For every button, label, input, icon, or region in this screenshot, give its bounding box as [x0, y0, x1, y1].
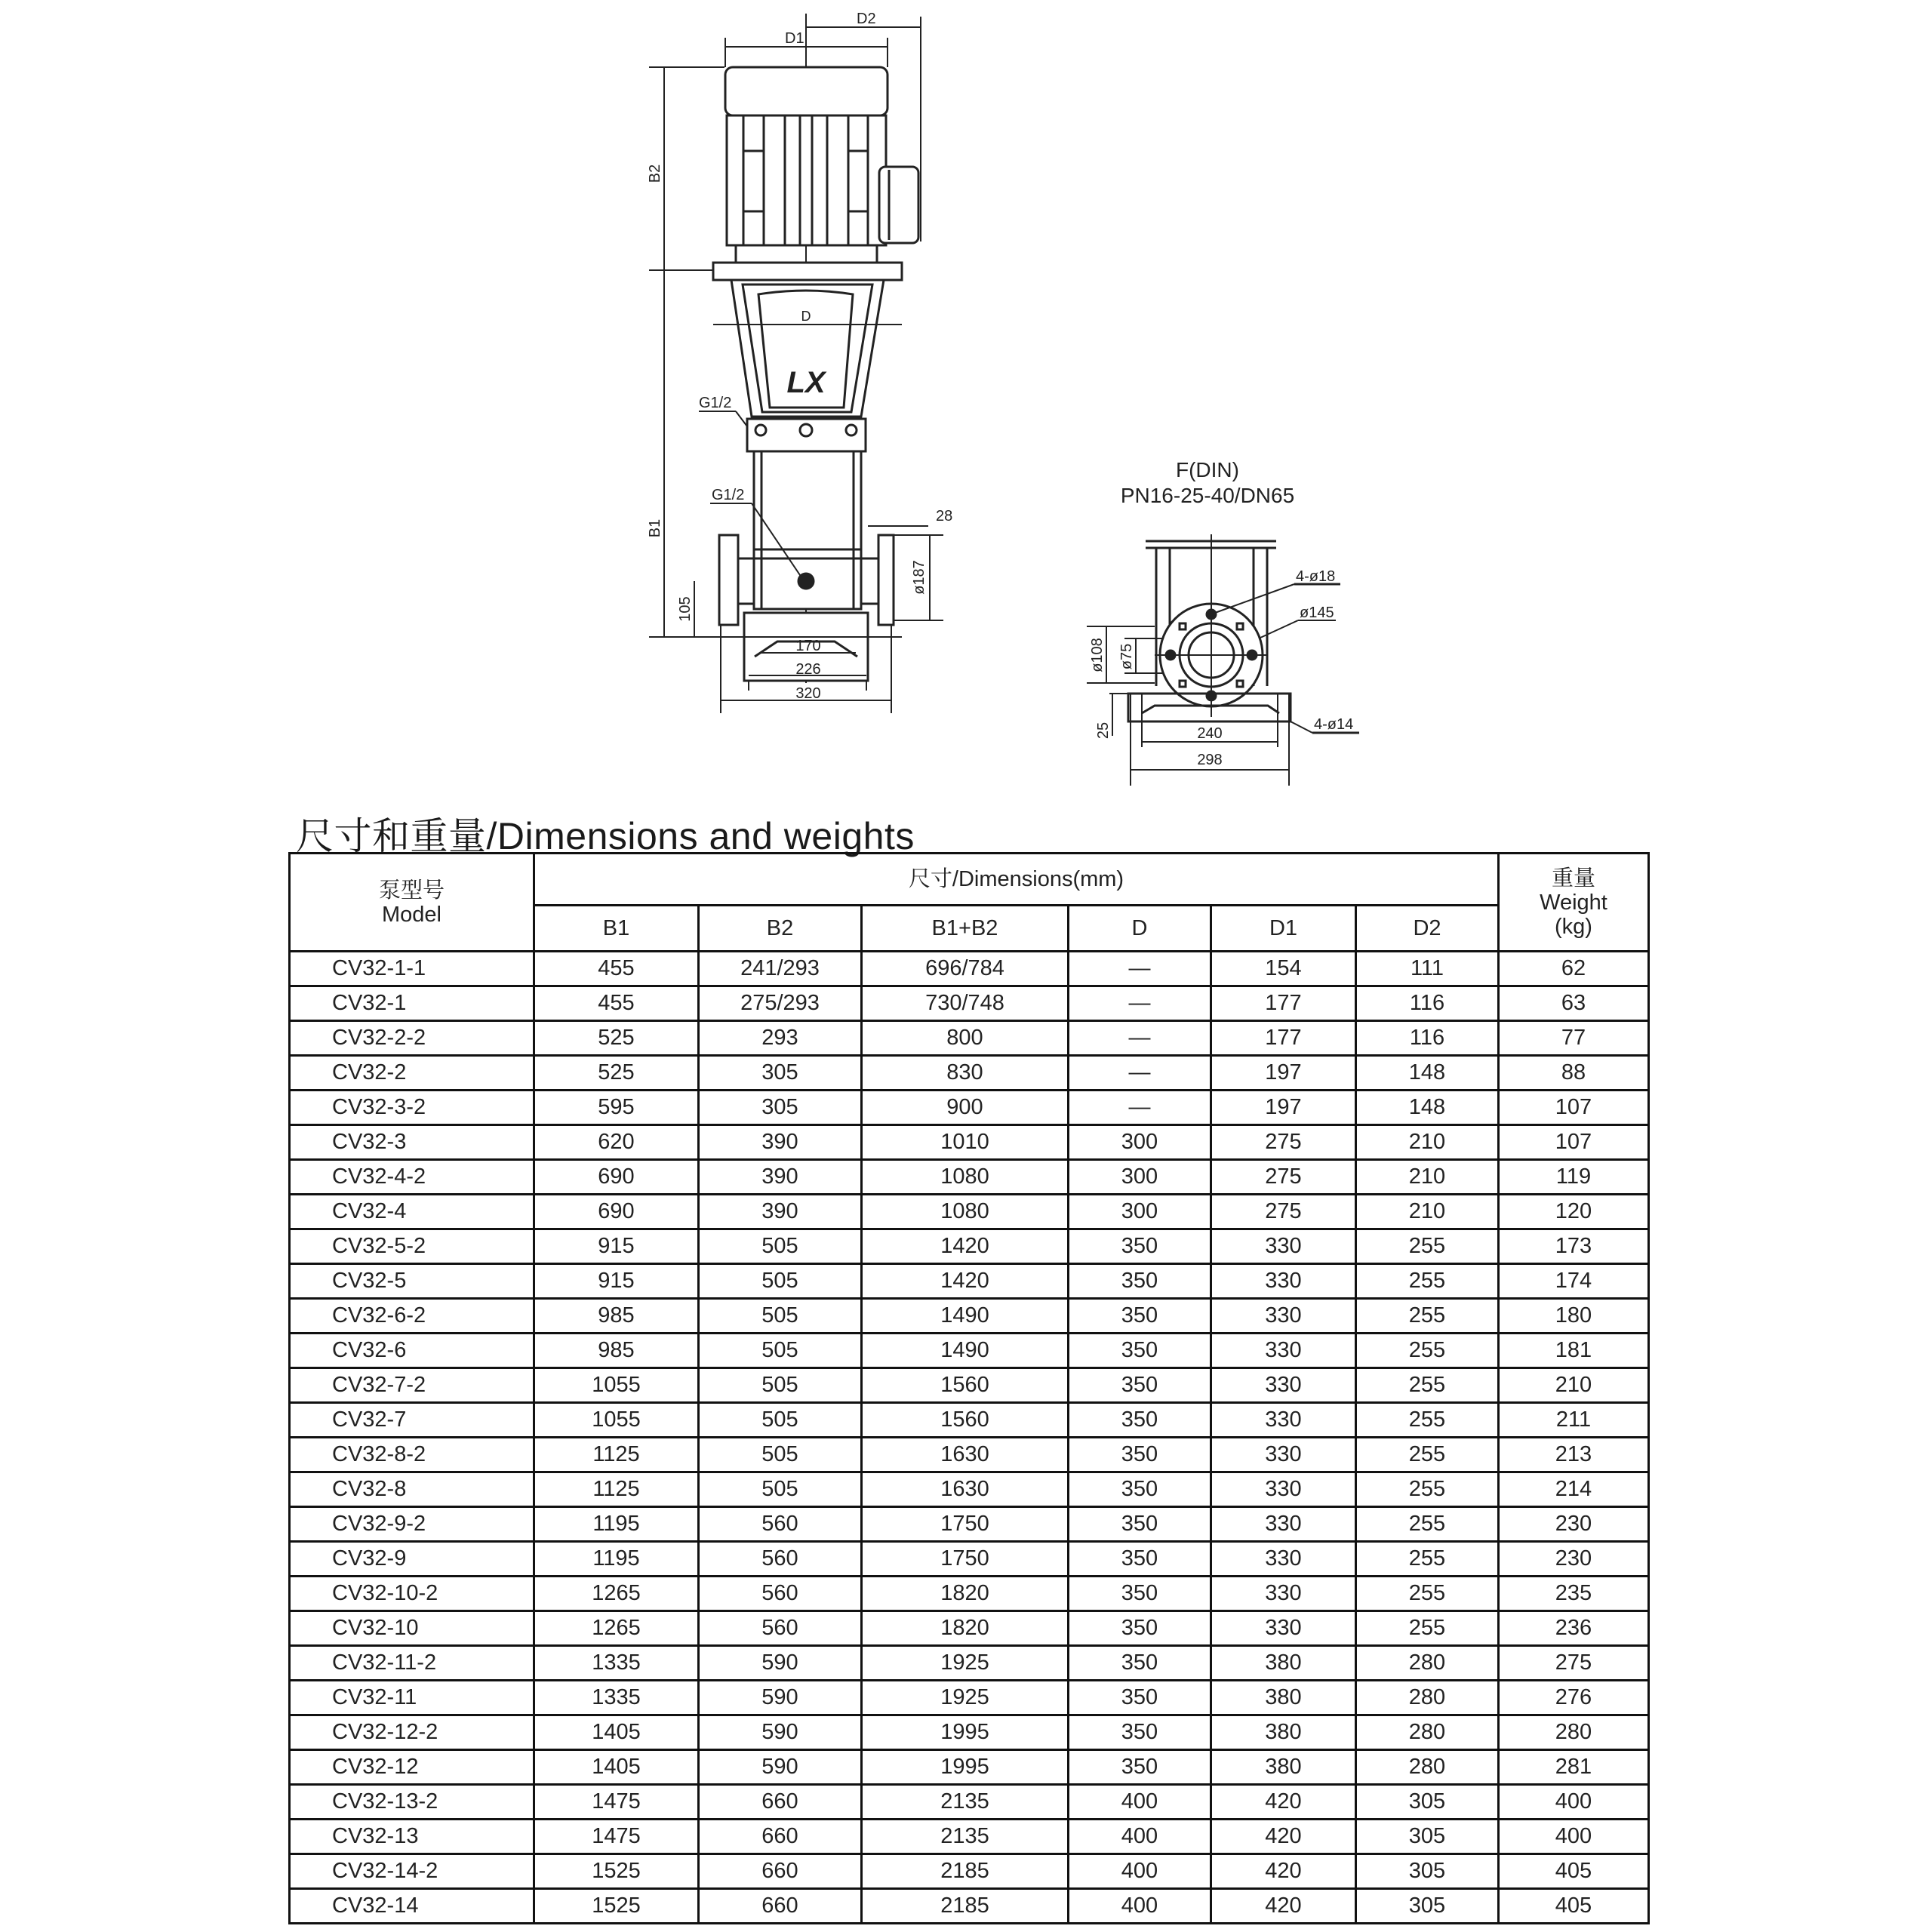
dimension-cell: 255 — [1356, 1438, 1499, 1472]
column-header-d2: D2 — [1356, 906, 1499, 952]
table-row — [290, 1334, 1649, 1368]
dimension-cell: 1420 — [862, 1229, 1069, 1264]
dimension-cell: 620 — [534, 1125, 699, 1160]
dim-170-label: 170 — [795, 638, 821, 654]
dimension-cell: 330 — [1211, 1542, 1356, 1577]
table-row — [290, 986, 1649, 1021]
dimension-cell: 350 — [1069, 1334, 1211, 1368]
weight-cell: 400 — [1499, 1820, 1649, 1854]
model-cell: CV32-14-2 — [290, 1854, 534, 1889]
table-row — [290, 1611, 1649, 1646]
dimension-cell: 177 — [1211, 986, 1356, 1021]
dim-d1-label: D1 — [785, 30, 804, 47]
dimension-cell: 255 — [1356, 1299, 1499, 1334]
dimension-cell: 1750 — [862, 1507, 1069, 1542]
weight-cell: 213 — [1499, 1438, 1649, 1472]
dimension-cell: 380 — [1211, 1646, 1356, 1681]
dimension-cell: 330 — [1211, 1438, 1356, 1472]
dimension-cell: 915 — [534, 1229, 699, 1264]
dimension-cell: 255 — [1356, 1403, 1499, 1438]
dimension-cell: 350 — [1069, 1229, 1211, 1264]
model-cell: CV32-13 — [290, 1820, 534, 1854]
dimension-cell: 560 — [699, 1611, 862, 1646]
weight-cell: 174 — [1499, 1264, 1649, 1299]
table-row — [290, 1889, 1649, 1924]
dimension-cell: 305 — [1356, 1854, 1499, 1889]
table-row — [290, 1299, 1649, 1334]
dim-226-label: 226 — [795, 661, 821, 678]
table-row — [290, 1646, 1649, 1681]
dimension-cell: 255 — [1356, 1334, 1499, 1368]
g12-lower-label: G1/2 — [712, 487, 745, 503]
dimension-cell: 696/784 — [862, 952, 1069, 986]
model-cell: CV32-5-2 — [290, 1229, 534, 1264]
table-row — [290, 1785, 1649, 1820]
dim-b2-label: B2 — [647, 164, 663, 183]
dimension-cell: 350 — [1069, 1646, 1211, 1681]
dimension-cell: 197 — [1211, 1056, 1356, 1091]
model-cell: CV32-8 — [290, 1472, 534, 1507]
dimension-cell: 255 — [1356, 1229, 1499, 1264]
dim-240-label: 240 — [1197, 725, 1223, 742]
dimension-cell: 154 — [1211, 952, 1356, 986]
dimension-cell: — — [1069, 986, 1211, 1021]
column-header-b1: B1 — [534, 906, 699, 952]
model-cell: CV32-10 — [290, 1611, 534, 1646]
dimension-cell: 275 — [1211, 1125, 1356, 1160]
weight-header-en: Weight — [1540, 890, 1607, 915]
dimension-cell: 330 — [1211, 1403, 1356, 1438]
dimension-cell: 350 — [1069, 1472, 1211, 1507]
holes-base-label: 4-ø14 — [1314, 716, 1354, 733]
table-row — [290, 1507, 1649, 1542]
model-header-en: Model — [382, 902, 441, 927]
dimension-cell: 690 — [534, 1160, 699, 1195]
table-row — [290, 1750, 1649, 1785]
model-header-cn: 泵型号 — [378, 878, 445, 903]
dimension-cell: 505 — [699, 1264, 862, 1299]
dimension-cell: — — [1069, 1091, 1211, 1125]
dimension-cell: 350 — [1069, 1750, 1211, 1785]
weight-cell: 405 — [1499, 1889, 1649, 1924]
model-cell: CV32-7 — [290, 1403, 534, 1438]
dimension-cell: 2135 — [862, 1820, 1069, 1854]
dimension-cell: 400 — [1069, 1785, 1211, 1820]
dimension-cell: 300 — [1069, 1160, 1211, 1195]
holes-top-label: 4-ø18 — [1296, 568, 1336, 585]
dimension-cell: 350 — [1069, 1681, 1211, 1715]
model-cell: CV32-8-2 — [290, 1438, 534, 1472]
dimension-cell: 305 — [1356, 1820, 1499, 1854]
dimension-cell: 350 — [1069, 1264, 1211, 1299]
dimension-cell: 1820 — [862, 1577, 1069, 1611]
dimension-cell: 280 — [1356, 1715, 1499, 1750]
dimension-cell: 2185 — [862, 1889, 1069, 1924]
weight-header-unit: (kg) — [1555, 914, 1592, 939]
weight-cell: 230 — [1499, 1507, 1649, 1542]
table-row — [290, 1160, 1649, 1195]
dim-b1-label: B1 — [647, 518, 663, 538]
dimension-cell: 275/293 — [699, 986, 862, 1021]
dimension-cell: 505 — [699, 1472, 862, 1507]
weight-cell: 107 — [1499, 1091, 1649, 1125]
dimension-cell: 280 — [1356, 1681, 1499, 1715]
table-row — [290, 1091, 1649, 1125]
dimension-cell: 330 — [1211, 1577, 1356, 1611]
dimension-cell: — — [1069, 1021, 1211, 1056]
dimensions-table — [288, 852, 1650, 1924]
dimension-cell: 148 — [1356, 1056, 1499, 1091]
model-header — [290, 854, 534, 952]
dimension-cell: 1010 — [862, 1125, 1069, 1160]
dimension-cell: 1475 — [534, 1820, 699, 1854]
dimension-cell: 400 — [1069, 1889, 1211, 1924]
weight-cell: 214 — [1499, 1472, 1649, 1507]
dimension-cell: 830 — [862, 1056, 1069, 1091]
technical-drawing — [0, 0, 1932, 823]
dimension-cell: 1750 — [862, 1542, 1069, 1577]
dimension-cell: 1195 — [534, 1542, 699, 1577]
dimension-cell: 255 — [1356, 1611, 1499, 1646]
dimension-cell: 116 — [1356, 986, 1499, 1021]
dimension-cell: 1420 — [862, 1264, 1069, 1299]
section-title: 尺寸和重量/Dimensions and weights — [296, 815, 915, 857]
dimension-cell: 350 — [1069, 1299, 1211, 1334]
dimension-cell: 1125 — [534, 1472, 699, 1507]
dim-298-label: 298 — [1197, 752, 1223, 768]
dimension-cell: 525 — [534, 1021, 699, 1056]
dimension-cell: 330 — [1211, 1264, 1356, 1299]
flange-standard: PN16-25-40/DN65 — [1120, 484, 1295, 507]
dimension-cell: 1820 — [862, 1611, 1069, 1646]
dimension-cell: 1265 — [534, 1577, 699, 1611]
weight-cell: 173 — [1499, 1229, 1649, 1264]
dimension-cell: 330 — [1211, 1334, 1356, 1368]
dimension-cell: 380 — [1211, 1681, 1356, 1715]
dimension-cell: 1055 — [534, 1368, 699, 1403]
dimension-cell: 330 — [1211, 1611, 1356, 1646]
dimension-cell: 690 — [534, 1195, 699, 1229]
dimension-cell: 730/748 — [862, 986, 1069, 1021]
dimension-cell: 1265 — [534, 1611, 699, 1646]
dimension-cell: 1525 — [534, 1889, 699, 1924]
table-row — [290, 1195, 1649, 1229]
table-row — [290, 1577, 1649, 1611]
weight-cell: 77 — [1499, 1021, 1649, 1056]
dimension-cell: 1925 — [862, 1646, 1069, 1681]
dimensions-header: 尺寸/Dimensions(mm) — [534, 854, 1499, 906]
dimension-cell: 1995 — [862, 1715, 1069, 1750]
dimension-cell: 275 — [1211, 1160, 1356, 1195]
dimension-cell: 305 — [1356, 1889, 1499, 1924]
dimension-cell: 420 — [1211, 1854, 1356, 1889]
dimension-cell: 1560 — [862, 1368, 1069, 1403]
dimension-cell: 210 — [1356, 1195, 1499, 1229]
table-row — [290, 1368, 1649, 1403]
dimension-cell: 915 — [534, 1264, 699, 1299]
dimension-cell: 420 — [1211, 1889, 1356, 1924]
dimension-cell: 177 — [1211, 1021, 1356, 1056]
dimension-cell: 350 — [1069, 1438, 1211, 1472]
dimension-cell: 1405 — [534, 1715, 699, 1750]
table-row — [290, 1820, 1649, 1854]
dimension-cell: 350 — [1069, 1507, 1211, 1542]
dimension-cell: 350 — [1069, 1403, 1211, 1438]
weight-cell: 181 — [1499, 1334, 1649, 1368]
dimension-cell: 1490 — [862, 1299, 1069, 1334]
dimension-cell: 400 — [1069, 1820, 1211, 1854]
dimension-cell: 900 — [862, 1091, 1069, 1125]
dimension-cell: 800 — [862, 1021, 1069, 1056]
dimension-cell: 505 — [699, 1334, 862, 1368]
dimension-cell: 590 — [699, 1681, 862, 1715]
model-cell: CV32-12-2 — [290, 1715, 534, 1750]
table-row — [290, 1854, 1649, 1889]
dimension-cell: 293 — [699, 1021, 862, 1056]
weight-cell: 235 — [1499, 1577, 1649, 1611]
column-header-b2: B2 — [699, 906, 862, 952]
weight-cell: 400 — [1499, 1785, 1649, 1820]
dimension-cell: 505 — [699, 1368, 862, 1403]
table-row — [290, 1264, 1649, 1299]
model-cell: CV32-6-2 — [290, 1299, 534, 1334]
model-cell: CV32-2-2 — [290, 1021, 534, 1056]
dimension-cell: 1630 — [862, 1472, 1069, 1507]
dimension-cell: 660 — [699, 1785, 862, 1820]
dimension-cell: 595 — [534, 1091, 699, 1125]
weight-cell: 236 — [1499, 1611, 1649, 1646]
dimension-cell: 330 — [1211, 1507, 1356, 1542]
dimension-cell: 1055 — [534, 1403, 699, 1438]
dimension-cell: 1630 — [862, 1438, 1069, 1472]
model-cell: CV32-10-2 — [290, 1577, 534, 1611]
dimension-cell: 280 — [1356, 1750, 1499, 1785]
dimension-cell: 660 — [699, 1820, 862, 1854]
model-cell: CV32-4 — [290, 1195, 534, 1229]
dim-d-label: D — [801, 309, 811, 324]
dimension-cell: 255 — [1356, 1542, 1499, 1577]
dimension-cell: 330 — [1211, 1299, 1356, 1334]
dimension-cell: 455 — [534, 986, 699, 1021]
weight-cell: 63 — [1499, 986, 1649, 1021]
dimension-cell: 111 — [1356, 952, 1499, 986]
dimension-cell: 210 — [1356, 1160, 1499, 1195]
dimension-cell: 1335 — [534, 1681, 699, 1715]
dimension-cell: 350 — [1069, 1368, 1211, 1403]
dimension-cell: 1925 — [862, 1681, 1069, 1715]
dim-105-label: 105 — [677, 596, 694, 622]
dim-187-label: ø187 — [911, 560, 928, 595]
model-cell: CV32-14 — [290, 1889, 534, 1924]
weight-cell: 210 — [1499, 1368, 1649, 1403]
dimension-cell: 560 — [699, 1542, 862, 1577]
column-header-d1: D1 — [1211, 906, 1356, 952]
dimension-cell: 2135 — [862, 1785, 1069, 1820]
dim-d2-label: D2 — [857, 11, 876, 27]
dimension-cell: 1195 — [534, 1507, 699, 1542]
dimension-cell: 330 — [1211, 1472, 1356, 1507]
dimension-cell: 1490 — [862, 1334, 1069, 1368]
weight-cell: 119 — [1499, 1160, 1649, 1195]
dim-25-label: 25 — [1095, 721, 1112, 740]
g12-upper-label: G1/2 — [699, 395, 732, 411]
model-cell: CV32-9-2 — [290, 1507, 534, 1542]
weight-cell: 120 — [1499, 1195, 1649, 1229]
dimension-cell: 330 — [1211, 1368, 1356, 1403]
table-row — [290, 1125, 1649, 1160]
dimension-cell: 148 — [1356, 1091, 1499, 1125]
table-row — [290, 952, 1649, 986]
weight-cell: 211 — [1499, 1403, 1649, 1438]
dimension-cell: 525 — [534, 1056, 699, 1091]
dimension-cell: 660 — [699, 1854, 862, 1889]
dim-145-label: ø145 — [1300, 605, 1334, 621]
dimension-cell: 590 — [699, 1750, 862, 1785]
dimension-cell: 505 — [699, 1403, 862, 1438]
dimension-cell: 305 — [699, 1091, 862, 1125]
dimension-cell: — — [1069, 1056, 1211, 1091]
table-row — [290, 1403, 1649, 1438]
dimension-cell: 255 — [1356, 1507, 1499, 1542]
dimension-cell: 390 — [699, 1160, 862, 1195]
model-cell: CV32-3-2 — [290, 1091, 534, 1125]
weight-cell: 230 — [1499, 1542, 1649, 1577]
weight-cell: 276 — [1499, 1681, 1649, 1715]
weight-cell: 62 — [1499, 952, 1649, 986]
dimension-cell: 505 — [699, 1438, 862, 1472]
dimension-cell: 1080 — [862, 1195, 1069, 1229]
dimension-cell: 1525 — [534, 1854, 699, 1889]
dimension-cell: 255 — [1356, 1368, 1499, 1403]
model-cell: CV32-5 — [290, 1264, 534, 1299]
weight-cell: 280 — [1499, 1715, 1649, 1750]
dimension-cell: — — [1069, 952, 1211, 986]
dimension-cell: 380 — [1211, 1750, 1356, 1785]
dimension-cell: 210 — [1356, 1125, 1499, 1160]
table-row — [290, 1056, 1649, 1091]
dimension-cell: 985 — [534, 1299, 699, 1334]
dimension-cell: 1995 — [862, 1750, 1069, 1785]
dimension-cell: 2185 — [862, 1854, 1069, 1889]
dimension-cell: 985 — [534, 1334, 699, 1368]
model-cell: CV32-11-2 — [290, 1646, 534, 1681]
dimension-cell: 1475 — [534, 1785, 699, 1820]
dimension-cell: 420 — [1211, 1785, 1356, 1820]
dim-75-label: ø75 — [1118, 643, 1135, 670]
table-row — [290, 1229, 1649, 1264]
model-cell: CV32-1-1 — [290, 952, 534, 986]
dimension-cell: 330 — [1211, 1229, 1356, 1264]
dimension-cell: 660 — [699, 1889, 862, 1924]
dim-320-label: 320 — [795, 685, 821, 702]
weight-header — [1499, 854, 1649, 952]
dimension-cell: 350 — [1069, 1715, 1211, 1750]
weight-cell: 275 — [1499, 1646, 1649, 1681]
table-row — [290, 1542, 1649, 1577]
dimension-cell: 275 — [1211, 1195, 1356, 1229]
dimension-cell: 455 — [534, 952, 699, 986]
model-cell: CV32-9 — [290, 1542, 534, 1577]
model-cell: CV32-12 — [290, 1750, 534, 1785]
model-cell: CV32-13-2 — [290, 1785, 534, 1820]
model-cell: CV32-3 — [290, 1125, 534, 1160]
model-cell: CV32-11 — [290, 1681, 534, 1715]
table-row — [290, 1472, 1649, 1507]
dimension-cell: 350 — [1069, 1611, 1211, 1646]
dimension-cell: 590 — [699, 1646, 862, 1681]
column-header-d: D — [1069, 906, 1211, 952]
table-row — [290, 1438, 1649, 1472]
dimension-cell: 400 — [1069, 1854, 1211, 1889]
model-cell: CV32-1 — [290, 986, 534, 1021]
dimension-cell: 1080 — [862, 1160, 1069, 1195]
weight-cell: 405 — [1499, 1854, 1649, 1889]
dimension-cell: 380 — [1211, 1715, 1356, 1750]
dimension-cell: 590 — [699, 1715, 862, 1750]
weight-cell: 88 — [1499, 1056, 1649, 1091]
table-row — [290, 1681, 1649, 1715]
model-cell: CV32-6 — [290, 1334, 534, 1368]
dimension-cell: 1405 — [534, 1750, 699, 1785]
dimension-cell: 390 — [699, 1125, 862, 1160]
dimension-cell: 505 — [699, 1299, 862, 1334]
dim-28-label: 28 — [936, 508, 953, 525]
model-cell: CV32-2 — [290, 1056, 534, 1091]
dimension-cell: 241/293 — [699, 952, 862, 986]
model-cell: CV32-7-2 — [290, 1368, 534, 1403]
column-header-b1-plus-b2: B1+B2 — [862, 906, 1069, 952]
dimension-cell: 560 — [699, 1507, 862, 1542]
dimension-cell: 505 — [699, 1229, 862, 1264]
dimension-cell: 305 — [699, 1056, 862, 1091]
weight-cell: 107 — [1499, 1125, 1649, 1160]
dimension-cell: 1125 — [534, 1438, 699, 1472]
dimension-cell: 255 — [1356, 1577, 1499, 1611]
dimension-cell: 197 — [1211, 1091, 1356, 1125]
dimension-cell: 350 — [1069, 1542, 1211, 1577]
weight-header-cn: 重量 — [1551, 866, 1595, 891]
table-row — [290, 1715, 1649, 1750]
dimension-cell: 300 — [1069, 1125, 1211, 1160]
dimension-cell: 300 — [1069, 1195, 1211, 1229]
dimension-cell: 560 — [699, 1577, 862, 1611]
dimension-cell: 255 — [1356, 1472, 1499, 1507]
dimension-cell: 255 — [1356, 1264, 1499, 1299]
dimension-cell: 1335 — [534, 1646, 699, 1681]
dimension-cell: 280 — [1356, 1646, 1499, 1681]
weight-cell: 180 — [1499, 1299, 1649, 1334]
model-cell: CV32-4-2 — [290, 1160, 534, 1195]
dimension-cell: 1560 — [862, 1403, 1069, 1438]
dimension-cell: 350 — [1069, 1577, 1211, 1611]
dimension-cell: 305 — [1356, 1785, 1499, 1820]
table-row — [290, 1021, 1649, 1056]
dimension-cell: 420 — [1211, 1820, 1356, 1854]
dim-108-label: ø108 — [1089, 638, 1106, 672]
weight-cell: 281 — [1499, 1750, 1649, 1785]
dimension-cell: 390 — [699, 1195, 862, 1229]
dimension-cell: 116 — [1356, 1021, 1499, 1056]
brand-logo: LX — [786, 366, 826, 399]
flange-title: F(DIN) — [1176, 458, 1239, 481]
